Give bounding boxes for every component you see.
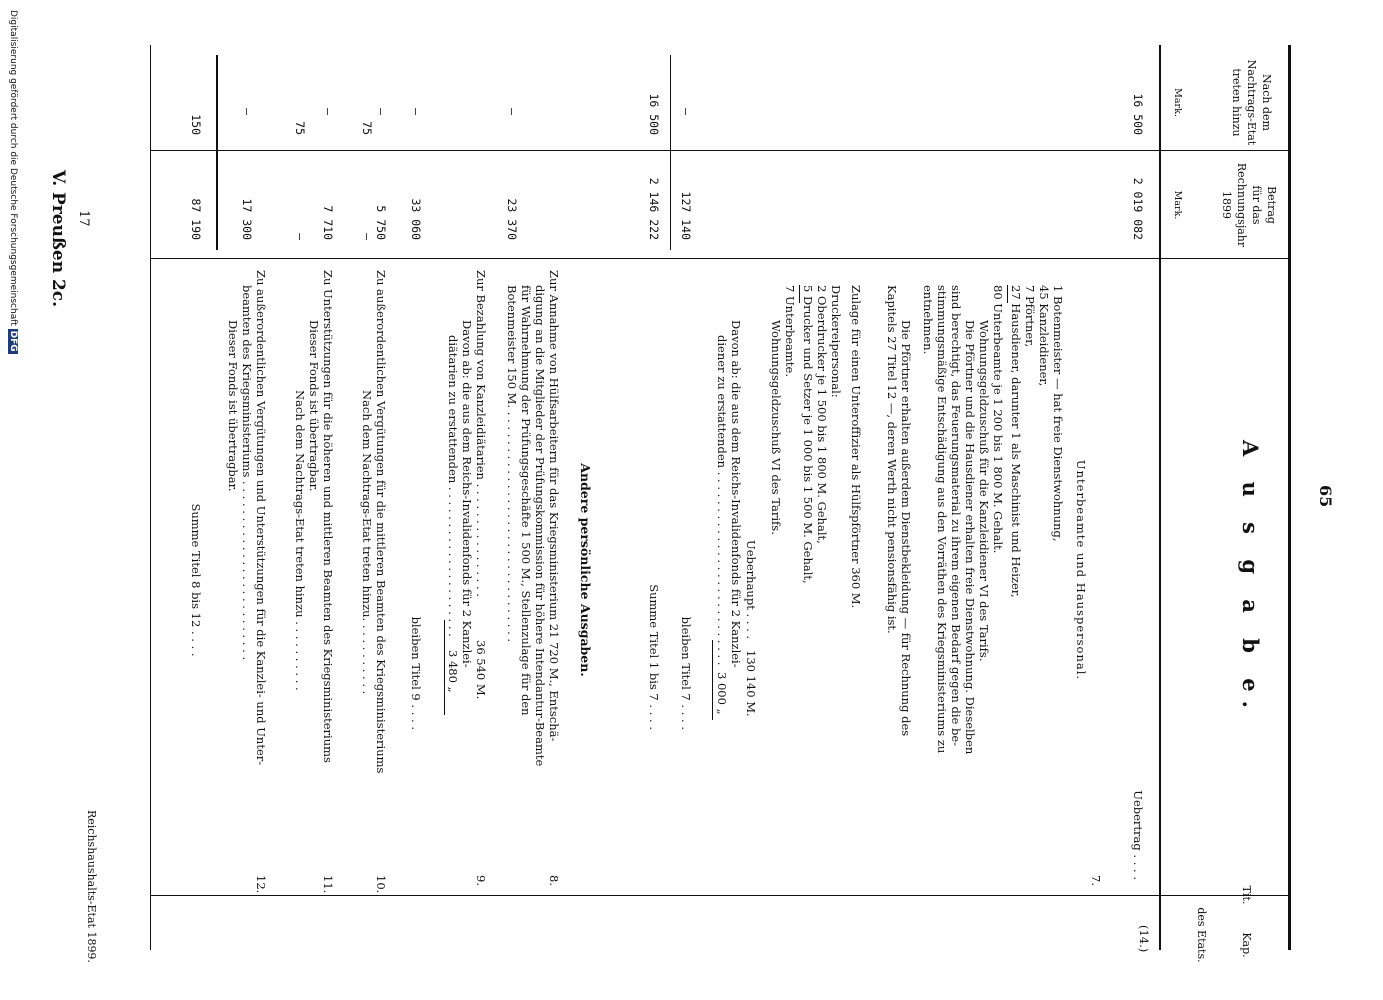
title7-ueberhaupt-label: Ueberhaupt . . . . [744,540,758,640]
title7-davon-line1: Davon ab: die aus dem Reichs-Invalidenfonds für 2 Kanzlei- [729,320,743,668]
title8-number: 8. [547,875,561,886]
title7-bleiben-label: bleiben Titel 7 . . . . [679,616,693,730]
title9-bleiben-label: bleiben Titel 9 . . . . [409,616,423,730]
column-divider-text [151,258,1291,259]
dfg-logo: DFG [8,330,18,352]
title7-line: Wohnungsgeldzuschuß VI des Tarifs. [769,320,783,535]
header-nach-1: Nach dem [1260,74,1273,131]
title7-line: stimmungsmäßige Entschädigung aus den Vorräthen des Kriegsministeriums zu [935,285,949,754]
header-betrag-2: für das [1250,185,1263,225]
title7-line: 5 Drucker und Setzer je 1 000 bis 1 500 M. Gehalt, [801,285,815,584]
title7-line: sind berechtigt, das Feuerungsmaterial zu ihrem eigenen Bedarf gegen die be- [949,285,963,747]
title9-line1: Zur Bezahlung von Kanzleidiätarien . . . . . . . . . . . . . . . . [474,270,488,597]
title8-line: Zur Annahme von Hülfsarbeitern für das Kriegsministerium 21 720 M., Entschä- [547,270,561,742]
title10-betrag1: 5 750 [374,205,388,240]
title10-line1: Zu außerordentlichen Vergütungen für die mittleren Beamten des Kriegsministeriums [374,270,388,774]
title11-nach1: — [321,108,335,115]
uebertrag-betrag: 2 019 082 [1131,177,1145,240]
title7-number: 7. [1089,875,1103,886]
uebertrag-label: Uebertrag . . . . [1131,790,1145,880]
title7-davon-line2: diener zu erstattenden . . . . . . . . . . . . . . . . . . . . . . . . . . . [715,335,729,666]
title12-number: 12. [254,875,268,894]
header-betrag-1: Betrag [1265,186,1278,224]
title10-line2: Nach dem Nachtrags-Etat treten hinzu. . . . . . . . . . . [360,390,374,695]
title7-summe-betrag: 2 146 222 [647,177,661,240]
title7-line: 45 Kanzleidiener, [1037,285,1051,387]
title11-nach2: 75 [293,121,307,135]
title7-summe-nach: 16 500 [647,93,661,135]
page-number: 65 [1316,485,1335,508]
digitization-notice [8,10,18,354]
state-heading: V. Preußen 2c. [48,170,68,308]
title9-number: 9. [474,875,488,886]
header-tit: Tit. [1240,885,1253,905]
uebertrag-nach: 16 500 [1131,93,1145,135]
title7-sum-rule-2 [799,285,800,303]
title7-summe-label: Summe Titel 1 bis 7 . . . . [647,584,661,730]
footer-right: 17 [76,210,91,227]
title11-betrag2: — [293,233,307,240]
title7-davon-value: 3 000 „ [715,672,729,715]
header-kap: Kap. [1240,932,1253,958]
title7-line: Wohnungsgeldzuschuß für die Kanzleidiener VI des Tarifs. [977,320,991,662]
title7-line: Kapitels 27 Titel 12 —, deren Werth nicht pensionsfähig ist. [885,285,899,634]
title12-betrag: 17 300 [240,198,254,240]
title10-betrag2: — [360,233,374,240]
section-title: A u s g a b e. [1238,440,1263,717]
title9-line3: diätarien zu erstattenden . . . . . . . . . . . . . . . . . . . . . [446,335,460,637]
title9-subtotal-rule [444,620,445,715]
title10-nach1: — [374,108,388,115]
table-bottom-border [150,45,151,950]
title9-line1-value: 36 540 M. [474,640,488,700]
header-nach-3: treten hinzu [1230,68,1243,137]
title7-heading: Unterbeamte und Hauspersonal. [1074,459,1088,681]
title10-number: 10. [374,875,388,894]
summe-8-12-rule [216,55,218,250]
title8-nach: — [505,108,519,115]
header-nach-unit: Mark. [1172,88,1183,117]
header-betrag-4: 1899 [1220,191,1233,219]
title7-line: 7 Pförtner, [1023,285,1037,348]
title8-line: digung an die Mitglieder der Prüfungskommission für höhere Intendantur-Beamte [533,285,547,767]
title7-bleiben-value: 127 140 [679,191,693,240]
title7-line: 27 Hausdiener, darunter 1 als Maschinist und Heizer, [1009,285,1023,598]
title12-nach: — [240,108,254,115]
title7-ueberhaupt-value: 130 140 M. [744,650,758,717]
summe-8-12-betrag: 87 190 [189,198,203,240]
title10-nach2: 75 [360,121,374,135]
title8-line: für Wahrnehmung der Prüfungsgeschäfte 1 500 M., Stellenzulage für den [519,285,533,716]
title7-nach-dash: — [679,108,693,115]
header-betrag-3: Rechnungsjahr [1235,162,1248,248]
header-betrag-unit: Mark. [1172,190,1183,220]
title7-total-rule [670,55,671,250]
title7-line: 1 Botenmeister — hat freie Dienstwohnung, [1051,285,1065,542]
title7-line: Druckereipersonal: [829,285,843,398]
title8-betrag: 23 370 [505,198,519,240]
table-top-border [1288,45,1291,950]
header-nach-2: Nachtrags-Etat [1245,59,1258,146]
footer-left: Reichshaushalts-Etat 1899. [85,810,98,963]
title7-line: Die Pförtner erhalten außerdem Dienstbekleidung — für Rechnung des [899,320,913,737]
header-des-etats: des Etats. [1195,907,1208,963]
column-divider-betrag [151,150,1291,151]
title12-line3: Dieser Fonds ist übertragbar. [226,320,240,492]
andere-heading: Andere persönliche Ausgaben. [578,463,593,677]
title7-line: 2 Oberdrucker je 1 500 bis 1 800 M. Gehalt, [815,285,829,544]
title12-line2: beamten des Kriegsministeriums . . . . . . . . . . . . . . . . . . . . . . . . . [240,285,254,661]
title11-line2: Dieser Fonds ist übertragbar. [307,320,321,492]
title11-line1: Zu Unterstützungen für die höheren und mittleren Beamten des Kriegsministeriums [321,270,335,763]
title11-line3: Nach dem Nachtrags-Etat treten hinzu . . . . . . . . . . [293,390,307,691]
title9-betrag: 33 060 [409,198,423,240]
title8-line: Botenmeister 150 M. . . . . . . . . . . . . . . . . . . . . . . . . . . . . . . . . [505,285,519,643]
title11-betrag1: 7 710 [321,205,335,240]
title7-sum-rule [1007,285,1008,303]
title7-line: entnehmen. [921,285,935,355]
title12-line1: Zu außerordentlichen Vergütungen und Unterstützungen für die Kanzlei- und Unter- [254,270,268,766]
title7-line: 7 Unterbeamte. [783,285,797,378]
title7-subtotal-rule [712,640,713,720]
kap-value: (14.) [1137,925,1151,953]
title7-line: Die Pförtner und die Hausdiener erhalten freie Dienstwohnung. Dieselben [963,320,977,755]
title9-line2: Davon ab: die aus dem Reichs-Invalidenfonds für 2 Kanzlei- [460,320,474,668]
title7-line: 80 Unterbeamte je 1 200 bis 1 800 M. Gehalt. [991,285,1005,554]
digitization-text: Digitalisierung gefördert durch die Deutsche Forschungsgemeinschaft [8,10,18,326]
table-header-bottom-border [1159,45,1161,950]
title11-number: 11. [321,875,335,894]
title9-nach: — [409,108,423,115]
column-divider-kap [151,895,1291,896]
title9-line3-value: 3 480 „ [446,650,460,693]
title7-line: Zulage für einen Unteroffizier als Hülfspförtner 360 M. [849,285,863,609]
summe-8-12-label: Summe Titel 8 bis 12 . . . . [189,503,203,657]
summe-8-12-nach: 150 [189,114,203,135]
